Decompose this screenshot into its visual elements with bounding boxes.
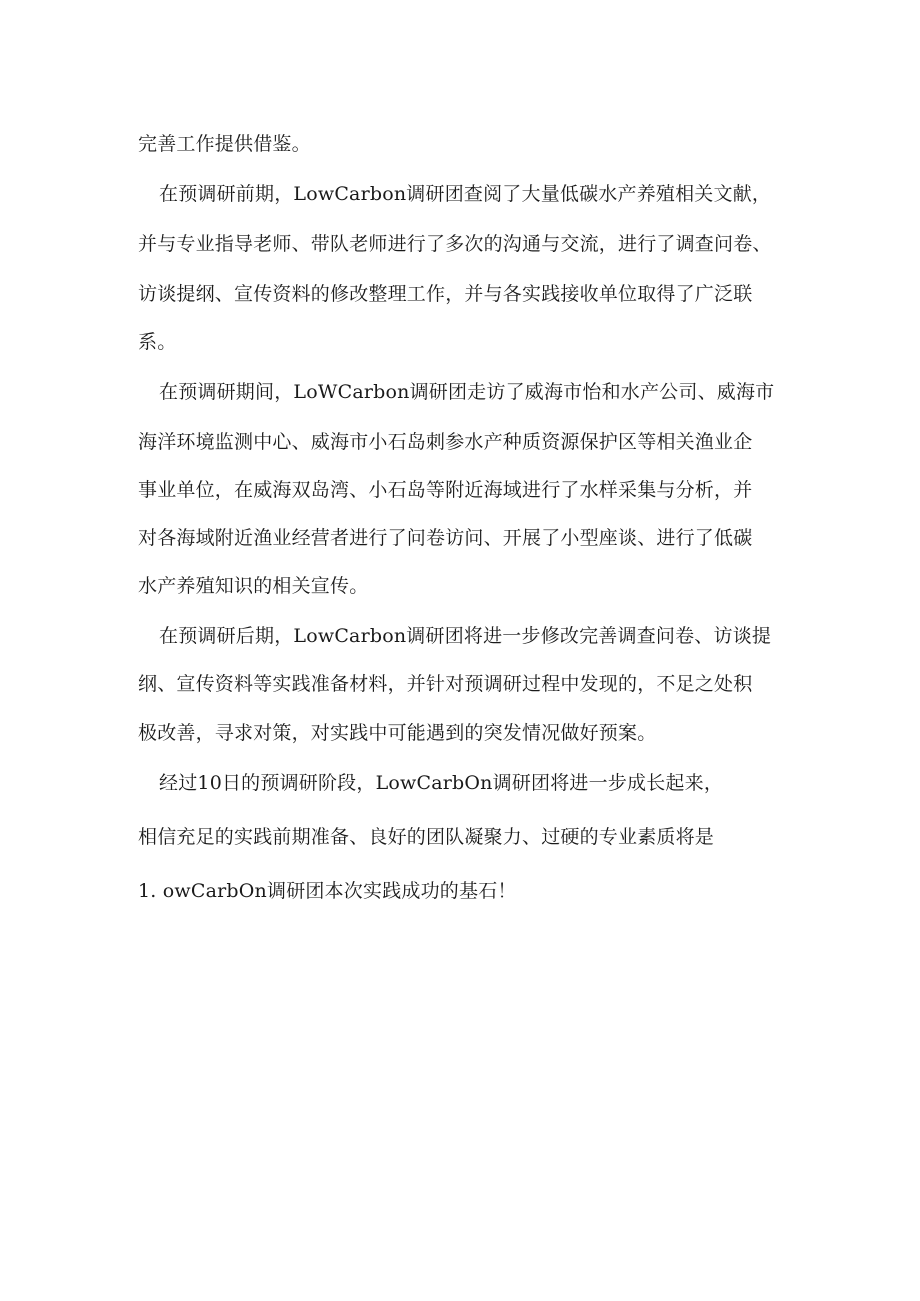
paragraph-line-9: 对各海域附近渔业经营者进行了问卷访问、开展了小型座谈、进行了低碳	[138, 527, 753, 549]
paragraph-line-3: 并与专业指导老师、带队老师进行了多次的沟通与交流，进行了调查问卷、	[138, 233, 772, 255]
paragraph-line-16: 1. owCarbOn调研团本次实践成功的基石！	[138, 880, 517, 902]
paragraph-line-15: 相信充足的实践前期准备、良好的团队凝聚力、过硬的专业素质将是	[138, 826, 715, 848]
paragraph-line-5: 系。	[138, 331, 177, 353]
paragraph-line-2: 在预调研前期，LowCarbon调研团查阅了大量低碳水产养殖相关文献，	[159, 183, 772, 205]
paragraph-line-1: 完善工作提供借鉴。	[138, 133, 311, 155]
paragraph-line-6: 在预调研期间，LoWCarbon调研团走访了威海市怡和水产公司、威海市	[159, 381, 775, 403]
paragraph-line-11: 在预调研后期，LowCarbon调研团将进一步修改完善调查问卷、访谈提	[159, 625, 772, 647]
paragraph-line-8: 事业单位，在威海双岛湾、小石岛等附近海域进行了水样采集与分析，并	[138, 479, 753, 501]
paragraph-line-14: 经过10日的预调研阶段，LowCarbOn调研团将进一步成长起来，	[159, 772, 724, 794]
paragraph-line-12: 纲、宣传资料等实践准备材料，并针对预调研过程中发现的，不足之处积	[138, 673, 753, 695]
paragraph-line-4: 访谈提纲、宣传资料的修改整理工作，并与各实践接收单位取得了广泛联	[138, 283, 753, 305]
paragraph-line-10: 水产养殖知识的相关宣传。	[138, 575, 369, 597]
paragraph-line-13: 极改善，寻求对策，对实践中可能遇到的突发情况做好预案。	[138, 722, 657, 744]
paragraph-line-7: 海洋环境监测中心、威海市小石岛刺参水产种质资源保护区等相关渔业企	[138, 431, 753, 453]
